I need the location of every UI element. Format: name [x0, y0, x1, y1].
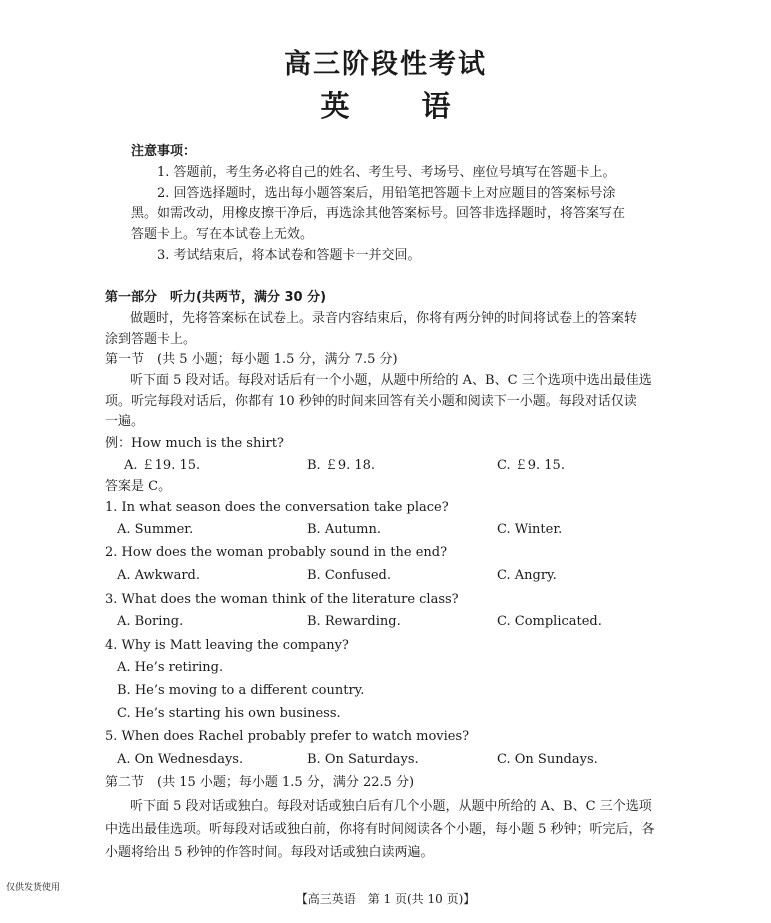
q4-option-b: B. He’s moving to a different country.: [117, 683, 365, 698]
q5-option-b: B. On Saturdays.: [307, 752, 419, 767]
notice-heading: 注意事项：: [131, 144, 197, 159]
question-5: 5. When does Rachel probably prefer to watch movies?: [105, 729, 470, 744]
example-question: 例：How much is the shirt?: [105, 436, 284, 451]
question-4: 4. Why is Matt leaving the company?: [105, 638, 349, 653]
part1-intro-a: 做题时，先将答案标在试卷上。录音内容结束后，你将有两分钟的时间将试卷上的答案转: [130, 311, 638, 326]
notice-line-3: 3. 考试结束后，将本试卷和答题卡一并交回。: [157, 248, 421, 263]
q3-option-c: C. Complicated.: [497, 614, 602, 629]
notice-line-2c: 答题卡上。写在本试卷上无效。: [131, 227, 314, 242]
q2-option-a: A. Awkward.: [117, 568, 201, 583]
section1-intro-a: 听下面 5 段对话。每段对话后有一个小题，从题中所给的 A、B、C 三个选项中选出最佳选: [130, 373, 652, 388]
q5-option-a: A. On Wednesdays.: [117, 752, 244, 767]
section1-intro-c: 一遍。: [105, 414, 145, 429]
footer-note: 仅供发货使用: [6, 883, 61, 893]
exam-title: 高三阶段性考试: [284, 49, 487, 80]
part1-intro-b: 涂到答题卡上。: [105, 332, 197, 347]
q3-option-b: B. Rewarding.: [307, 614, 401, 629]
section2-intro-c: 小题将给出 5 秒钟的作答时间。每段对话或独白读两遍。: [105, 845, 434, 860]
q1-option-c: C. Winter.: [497, 522, 563, 537]
section2-intro-a: 听下面 5 段对话或独白。每段对话或独白后有几个小题，从题中所给的 A、B、C 三个选项: [130, 799, 652, 814]
question-3: 3. What does the woman think of the literature class?: [105, 592, 459, 607]
q2-option-b: B. Confused.: [307, 568, 391, 583]
q5-option-c: C. On Sundays.: [497, 752, 598, 767]
notice-line-2a: 2. 回答选择题时，选出每小题答案后，用铅笔把答题卡上对应题目的答案标号涂: [157, 186, 616, 201]
q2-option-c: C. Angry.: [497, 568, 557, 583]
q1-option-b: B. Autumn.: [307, 522, 382, 537]
section1-intro-b: 项。听完每段对话后，你都有 10 秒钟的时间来回答有关小题和阅读下一小题。每段对话仅读: [105, 394, 637, 409]
page-footer: 【高三英语 第 1 页(共 10 页)】: [295, 892, 476, 906]
example-option-a: A. ￡19. 15.: [124, 458, 201, 473]
section1-heading: 第一节 (共 5 小题；每小题 1.5 分，满分 7.5 分): [105, 352, 398, 367]
part1-heading: 第一部分 听力(共两节，满分 30 分): [105, 290, 327, 305]
question-1: 1. In what season does the conversation take place?: [105, 500, 449, 515]
q1-option-a: A. Summer.: [117, 522, 194, 537]
example-option-c: C. ￡9. 15.: [497, 458, 565, 473]
section2-intro-b: 中选出最佳选项。听每段对话或独白前，你将有时间阅读各个小题，每小题 5 秒钟；听完后，各: [105, 822, 655, 837]
question-2: 2. How does the woman probably sound in the end?: [105, 545, 448, 560]
q4-option-a: A. He’s retiring.: [117, 660, 224, 675]
subject-title: 英语: [320, 89, 523, 123]
section2-heading: 第二节 (共 15 小题；每小题 1.5 分，满分 22.5 分): [105, 775, 415, 790]
q3-option-a: A. Boring.: [117, 614, 184, 629]
q4-option-c: C. He’s starting his own business.: [117, 706, 341, 721]
example-answer: 答案是 C。: [105, 479, 172, 494]
example-option-b: B. ￡9. 18.: [307, 458, 376, 473]
notice-line-1: 1. 答题前，考生务必将自己的姓名、考生号、考场号、座位号填写在答题卡上。: [157, 165, 616, 180]
notice-line-2b: 黑。如需改动，用橡皮擦干净后，再选涂其他答案标号。回答非选择题时，将答案写在: [131, 206, 626, 221]
